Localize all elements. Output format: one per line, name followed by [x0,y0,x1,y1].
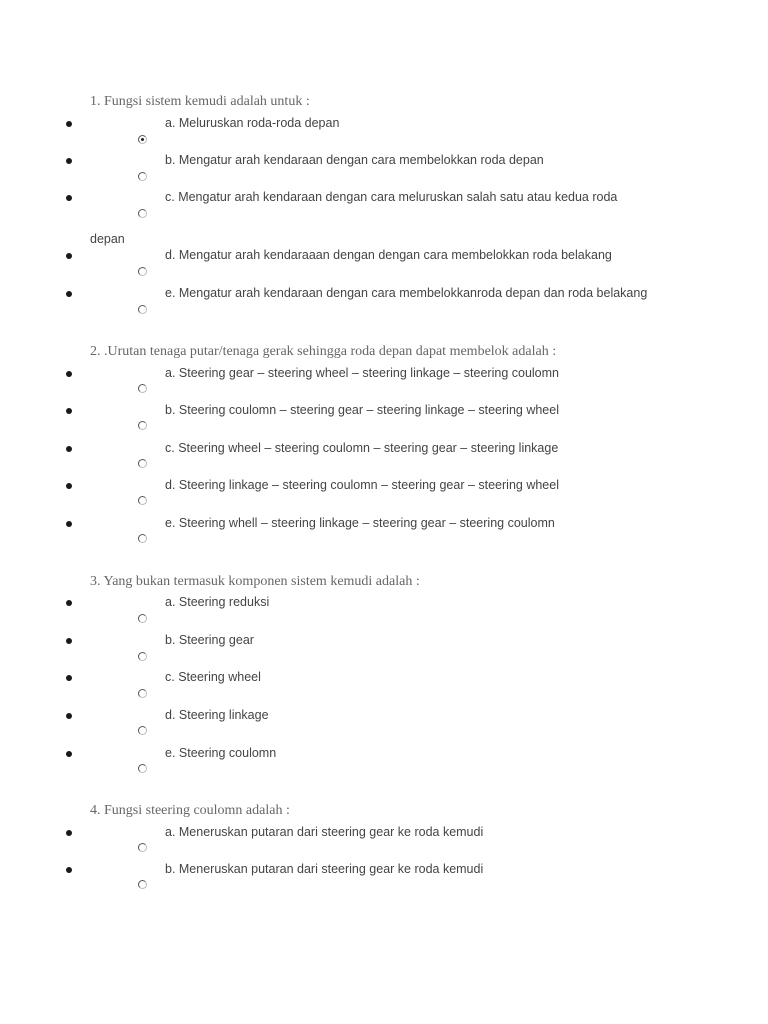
q3-option-b-label: b. Steering gear [165,633,254,647]
q2-option-c-radio[interactable] [138,459,147,468]
q3-option-a-radio[interactable] [138,614,147,623]
q1-option-b-radio[interactable] [138,172,147,181]
q3-option-c-label: c. Steering wheel [165,670,261,684]
question-2-title: 2. .Urutan tenaga putar/tenaga gerak sehingga roda depan dapat membelok adalah : [90,344,557,359]
bullet [66,483,72,489]
q4-option-a-radio[interactable] [138,843,147,852]
q3-option-e-label: e. Steering coulomn [165,746,277,760]
q4-option-a-label: a. Meneruskan putaran dari steering gear ke roda kemudi [165,825,484,839]
q1-option-c-label: c. Mengatur arah kendaraan dengan cara meluruskan salah satu atau kedua roda [165,190,618,204]
q3-option-c-radio[interactable] [138,689,147,698]
bullet [66,408,72,414]
q2-option-a-radio[interactable] [138,384,147,393]
q3-option-a-label: a. Steering reduksi [165,595,270,609]
bullet [66,867,72,873]
q4-option-b-radio[interactable] [138,880,147,889]
question-1-title: 1. Fungsi sistem kemudi adalah untuk : [90,94,310,109]
bullet [66,751,72,757]
q2-option-b-label: b. Steering coulomn – steering gear – steering linkage – steering wheel [165,403,559,417]
q1-option-e-label: e. Mengatur arah kendaraan dengan cara membelokkanroda depan dan roda belakang [165,286,648,300]
bullet [66,195,72,201]
bullet [66,713,72,719]
bullet [66,675,72,681]
q3-option-e-radio[interactable] [138,764,147,773]
q1-option-b-label: b. Mengatur arah kendaraan dengan cara membelokkan roda depan [165,153,544,167]
q1-option-d-label: d. Mengatur arah kendaraaan dengan dengan cara membelokkan roda belakang [165,248,612,262]
bullet [66,600,72,606]
bullet [66,638,72,644]
q1-option-a-radio[interactable] [138,135,147,144]
q2-option-e-radio[interactable] [138,534,147,543]
bullet [66,158,72,164]
q2-option-e-label: e. Steering whell – steering linkage – steering gear – steering coulomn [165,516,555,530]
q2-option-a-label: a. Steering gear – steering wheel – steering linkage – steering coulomn [165,366,559,380]
bullet [66,521,72,527]
bullet [66,446,72,452]
bullet [66,291,72,297]
bullet [66,830,72,836]
bullet [66,253,72,259]
q4-option-b-label: b. Meneruskan putaran dari steering gear ke roda kemudi [165,862,484,876]
question-3-title: 3. Yang bukan termasuk komponen sistem kemudi adalah : [90,574,420,589]
question-4-title: 4. Fungsi steering coulomn adalah : [90,803,290,818]
q3-option-d-radio[interactable] [138,726,147,735]
q1-option-a-label: a. Meluruskan roda-roda depan [165,116,340,130]
bullet [66,371,72,377]
q1-option-d-radio[interactable] [138,267,147,276]
q1-option-c-radio[interactable] [138,209,147,218]
q1-option-e-radio[interactable] [138,305,147,314]
q2-option-c-label: c. Steering wheel – steering coulomn – steering gear – steering linkage [165,441,559,455]
q1-option-c-continuation: depan [90,232,125,246]
bullet [66,121,72,127]
q2-option-b-radio[interactable] [138,421,147,430]
q3-option-d-label: d. Steering linkage [165,708,269,722]
q3-option-b-radio[interactable] [138,652,147,661]
q2-option-d-label: d. Steering linkage – steering coulomn – steering gear – steering wheel [165,478,559,492]
q2-option-d-radio[interactable] [138,496,147,505]
